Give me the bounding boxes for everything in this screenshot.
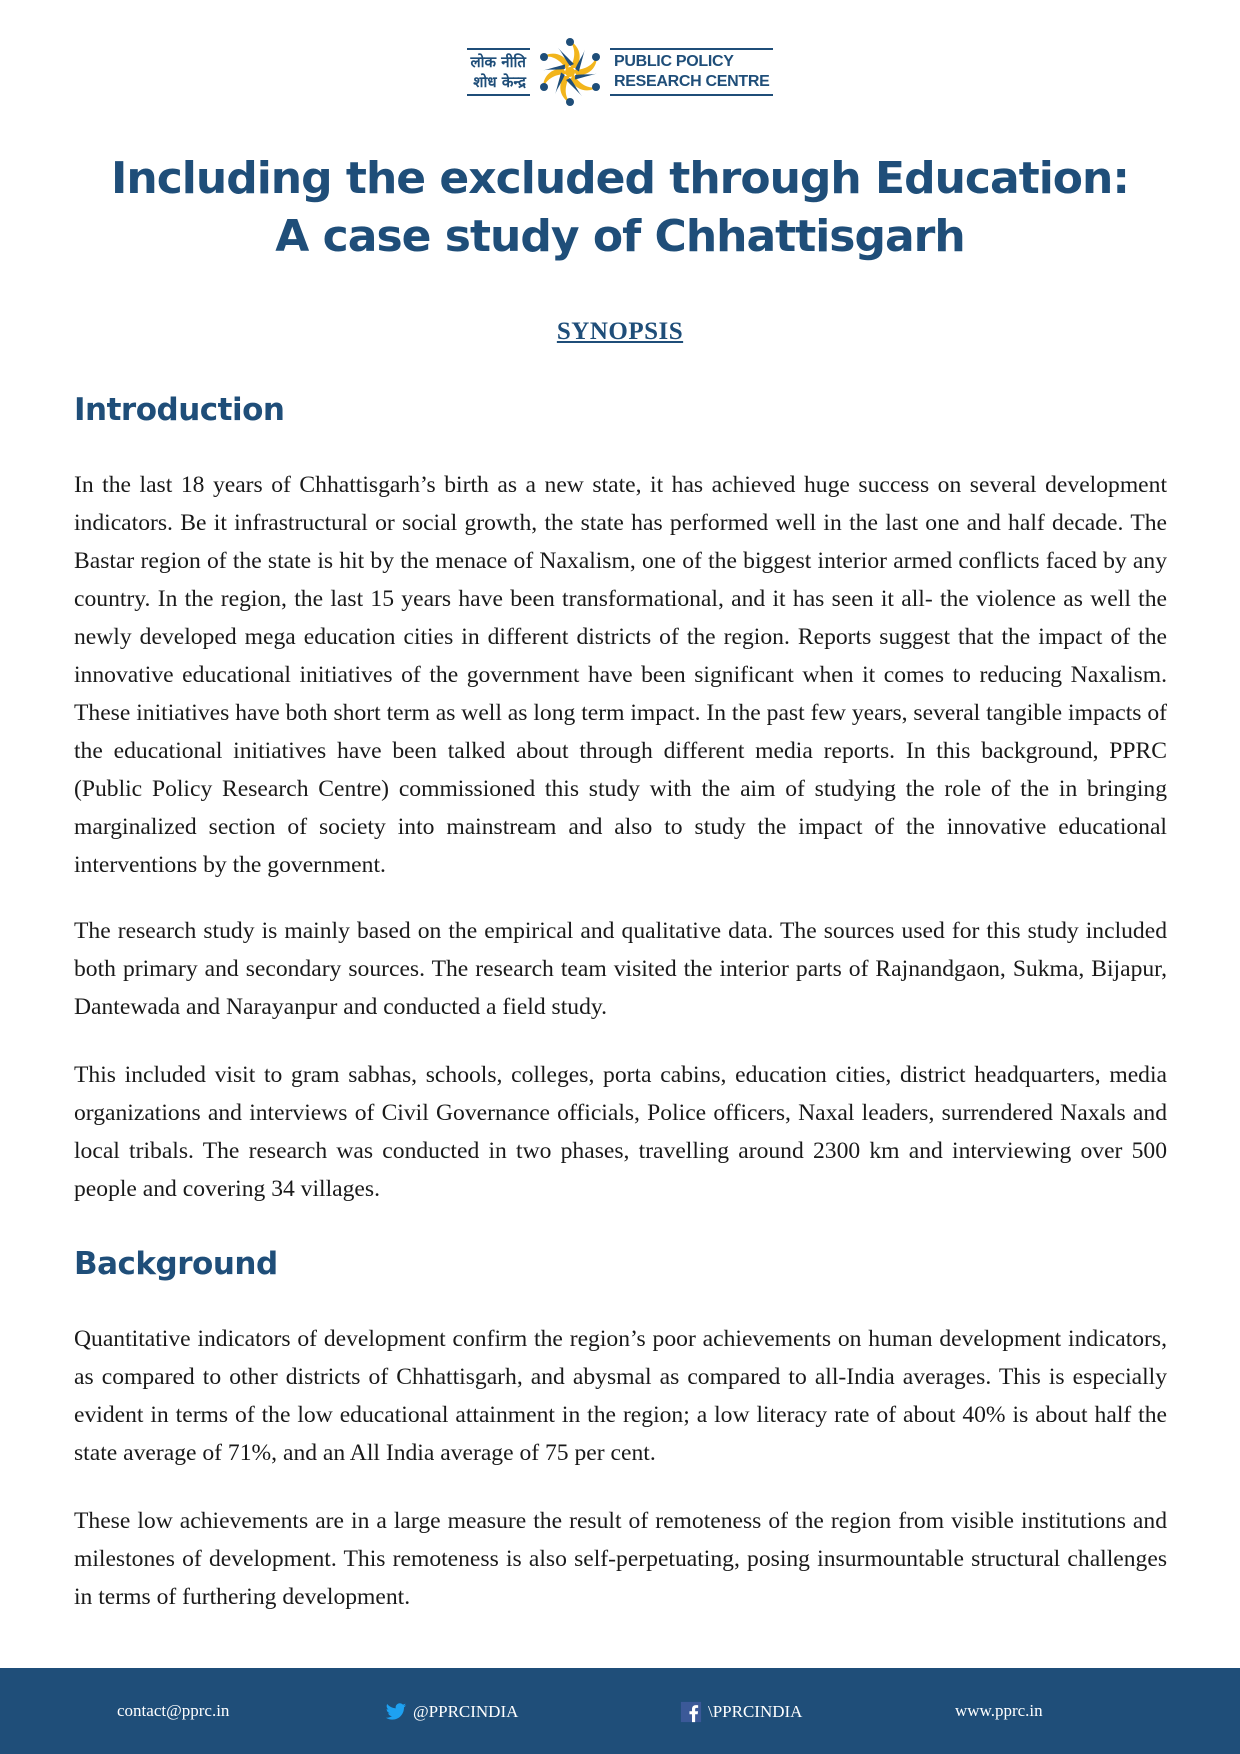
intro-paragraph-1-block (74, 466, 1167, 884)
footer-email[interactable] (117, 1701, 229, 1721)
document-title (0, 150, 1240, 266)
synopsis-label: SYNOPSIS (556, 318, 684, 345)
background-paragraph-1-block (74, 1320, 1167, 1472)
pinwheel-people-emblem-icon (534, 36, 606, 108)
title-line-2: A case study of Chhattisgarh (275, 211, 965, 262)
section-introduction (74, 390, 1167, 430)
paragraph: The research study is mainly based on the empirical and qualitative data. The sources used for this study included both primary and secondary sources. The research team visited the interior parts of Rajnandgaon, Sukma, Bijapur, Dantewada and Narayanpur and conducted a field study. (74, 918, 1167, 1020)
footer-bar (0, 1668, 1240, 1754)
footer-website-link[interactable]: www.pprc.in (955, 1701, 1043, 1720)
paragraph: These low achievements are in a large measure the result of remoteness of the region from visible institutions and milestones of development. This remoteness is also self-perpetuating, posing insurmountable structural challenges in terms of furthering development. (74, 1508, 1167, 1610)
logo-english-text (610, 48, 774, 96)
logo-hindi-line1: लोक नीति (470, 53, 526, 71)
title-line-1: Including the excluded through Education: (111, 153, 1129, 204)
twitter-bird-icon (385, 1701, 407, 1723)
section-heading: Introduction (74, 392, 285, 428)
footer-facebook-handle[interactable]: \PPRCINDIA (708, 1702, 803, 1721)
facebook-icon (680, 1701, 702, 1723)
background-paragraph-2-block (74, 1502, 1167, 1616)
header-logo-area (0, 34, 1240, 110)
footer-twitter[interactable] (385, 1701, 518, 1723)
footer-email-text[interactable]: contact@pprc.in (117, 1701, 230, 1720)
intro-paragraph-3-block (74, 1056, 1167, 1208)
paragraph: This included visit to gram sabhas, schools, colleges, porta cabins, education cities, district headquarters, media organizations and interviews of Civil Governance officials, Police officers, Naxal leaders, surrendered Naxals and local tribals. The research was conducted in two phases, travelling around 2300 km and interviewing over 500 people and covering 34 villages. (74, 1062, 1167, 1202)
footer-twitter-handle[interactable]: @PPRCINDIA (413, 1702, 519, 1721)
pprc-logo (467, 36, 774, 108)
paragraph: In the last 18 years of Chhattisgarh’s birth as a new state, it has achieved huge success on several development indicators. Be it infrastructural or social growth, the state has performed well in the last one and half decade. The Bastar region of the state is hit by the menace of Naxalism, one of the biggest interior armed conflicts faced by any country. In the region, the last 15 years have been transformational, and it has seen it all- the violence as well the newly developed mega education cities in different districts of the region. Reports suggest that the impact of the innovative educational initiatives of the government have been significant when it comes to reducing Naxalism. These initiatives have both short term as well as long term impact. In the past few years, several tangible impacts of the educational initiatives have been talked about through different media reports. In this background, PPRC (Public Policy Research Centre) commissioned this study with the aim of studying the role of the in bringing marginalized section of society into mainstream and also to study the impact of the innovative educational interventions by the government. (74, 472, 1167, 878)
footer-facebook[interactable] (680, 1701, 802, 1723)
paragraph: Quantitative indicators of development confirm the region’s poor achievements on human development indicators, as compared to other districts of Chhattisgarh, and abysmal as compared to all-India averages. This is especially evident in terms of the low educational attainment in the region; a low literacy rate of about 40% is about half the state average of 71%, and an All India average of 75 per cent. (74, 1326, 1167, 1466)
logo-english-line2: RESEARCH CENTRE (613, 73, 770, 90)
footer-website[interactable] (955, 1701, 1043, 1721)
logo-hindi-line2: शोध केन्द्र (473, 73, 526, 91)
logo-hindi-text (467, 48, 530, 96)
logo-english-line1: PUBLIC POLICY (613, 53, 734, 70)
section-heading: Background (74, 1246, 278, 1282)
intro-paragraph-2-block (74, 912, 1167, 1026)
section-background (74, 1244, 1167, 1284)
